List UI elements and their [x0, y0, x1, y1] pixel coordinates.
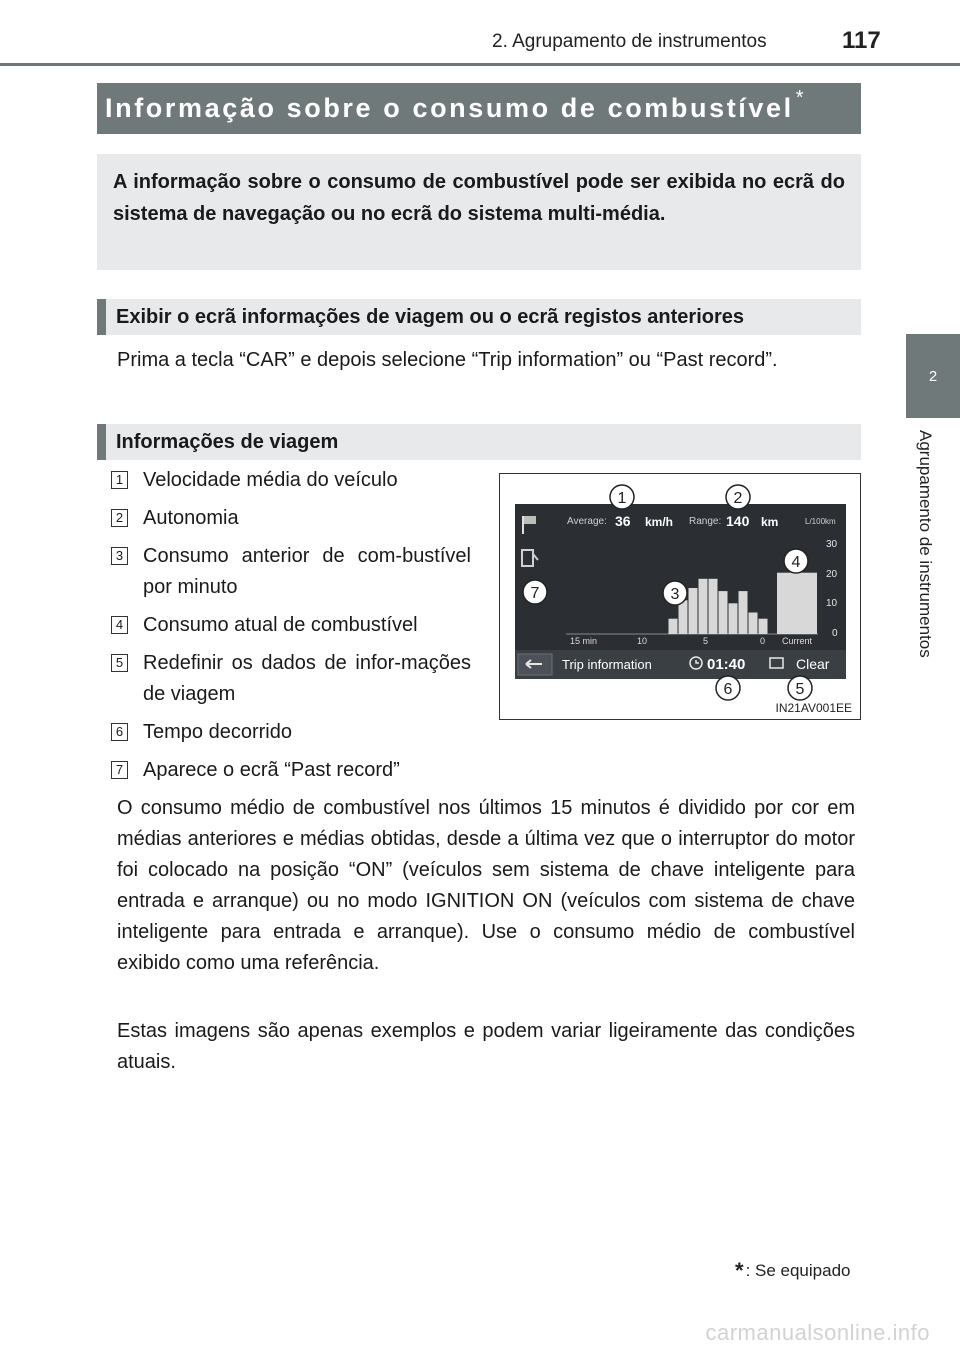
callout-1: [610, 485, 634, 509]
callout-number: 4: [111, 616, 128, 634]
average-value: 36: [615, 513, 631, 529]
title-asterisk: *: [795, 87, 807, 109]
consumption-unit: L/100km: [805, 517, 836, 526]
callout-list: [111, 465, 471, 793]
history-bar: [719, 591, 728, 634]
list-item-text: Autonomia: [143, 507, 239, 529]
x-tick-label: 10: [637, 636, 648, 646]
history-bar: [729, 603, 738, 634]
list-item: [111, 648, 471, 710]
x-tick-label: 0: [760, 636, 766, 646]
list-item: [111, 610, 471, 641]
svg-text:5: 5: [795, 681, 805, 698]
svg-text:4: 4: [791, 554, 801, 571]
list-item-text: Velocidade média do veículo: [143, 469, 398, 491]
section-heading-trip-info: Informações de viagem: [97, 424, 861, 460]
header-divider: [0, 63, 960, 66]
callout-number: 1: [111, 471, 128, 489]
history-bar: [739, 591, 748, 634]
range-label: Range:: [689, 516, 722, 527]
history-bar: [709, 579, 718, 634]
callout-number: 6: [111, 723, 128, 741]
screen-title: Trip information: [562, 657, 652, 672]
callout-number: 5: [111, 654, 128, 672]
chapter-side-label-text: Agrupamento de instrumentos: [916, 430, 935, 658]
watermark: carmanualsonline.info: [705, 1320, 930, 1345]
back-icon[interactable]: [518, 654, 552, 675]
page-title: [97, 83, 861, 134]
elapsed-time: 01:40: [707, 656, 746, 673]
average-unit: km/h: [645, 515, 674, 529]
y-tick-label: 0: [832, 628, 838, 639]
section1-body: Prima a tecla “CAR” e depois selecione “Trip information” ou “Past record”.: [117, 349, 778, 371]
y-tick-label: 20: [826, 569, 838, 580]
svg-text:3: 3: [670, 586, 680, 603]
list-item-text: Tempo decorrido: [143, 721, 292, 743]
history-bar: [689, 588, 698, 634]
history-bar: [669, 619, 678, 634]
list-item-text: Aparece o ecrã “Past record”: [143, 759, 400, 781]
list-item: [111, 503, 471, 534]
history-bar: [749, 613, 758, 635]
svg-text:7: 7: [530, 585, 540, 602]
consumption-paragraph: O consumo médio de combustível nos últimos 15 minutos é dividido por cor em médias anteriores e médias obtidas, desde a última vez que o interruptor do motor foi colocado na posição “ON” (veículos sem sistema de chave inteligente para entrada e arranque) ou no modo IGNITION ON (veículos com sistema de chave inteligente para entrada e arranque). Use o consumo médio de combustível exibido como uma referência.: [117, 797, 855, 974]
disclaimer-paragraph: Estas imagens são apenas exemplos e podem variar ligeiramente das condições atuais.: [117, 1020, 855, 1073]
history-bar: [699, 579, 708, 634]
list-item: [111, 465, 471, 496]
y-tick-label: 10: [826, 598, 838, 609]
chapter-tab-number: 2: [928, 367, 938, 385]
x-tick-label: 5: [703, 636, 709, 646]
list-item-text: Consumo atual de combustível: [143, 614, 418, 636]
svg-text:1: 1: [617, 490, 627, 507]
svg-text:6: 6: [723, 681, 733, 698]
history-bar: [759, 619, 768, 634]
list-item: [111, 755, 471, 786]
chapter-tab[interactable]: [906, 334, 960, 418]
trip-info-screen-illustration: [500, 474, 859, 718]
list-item: [111, 717, 471, 748]
section-heading-display-screen: Exibir o ecrã informações de viagem ou o ecrã registos anteriores: [97, 299, 861, 335]
svg-text:2: 2: [733, 490, 743, 507]
list-item: [111, 541, 471, 603]
range-unit: km: [761, 515, 779, 529]
list-item-text: Redefinir os dados de infor-mações de viagem: [143, 652, 471, 705]
callout-6: [716, 676, 740, 700]
history-bar: [679, 600, 688, 634]
callout-5: [788, 676, 812, 700]
intro-box: A informação sobre o consumo de combustível pode ser exibida no ecrã do sistema de navegação ou no ecrã do sistema multi-média.: [97, 154, 861, 270]
callout-4: [784, 549, 808, 573]
callout-number: 3: [111, 547, 128, 565]
callout-number: 2: [111, 509, 128, 527]
x-tick-label: Current: [782, 636, 813, 646]
clear-button[interactable]: Clear: [796, 656, 830, 672]
average-label: Average:: [567, 516, 607, 527]
list-item-text: Consumo anterior de com-bustível por minuto: [143, 545, 471, 598]
figure-code: IN21AV001EE: [775, 701, 852, 715]
page-number: 117: [842, 27, 881, 54]
range-value: 140: [726, 513, 750, 529]
page-title-text: Informação sobre o consumo de combustível: [105, 93, 794, 123]
trip-info-figure: [499, 473, 861, 720]
running-header-section: 2. Agrupamento de instrumentos: [492, 31, 767, 52]
y-tick-label: 30: [826, 539, 838, 550]
callout-7: [523, 580, 547, 604]
x-tick-label: 15 min: [570, 636, 598, 646]
footnote: [735, 1256, 850, 1282]
current-consumption-bar: [777, 573, 817, 634]
callout-3: [663, 581, 687, 605]
callout-2: [726, 485, 750, 509]
footnote-text: : Se equipado: [745, 1261, 851, 1280]
footnote-asterisk: *: [735, 1258, 744, 1283]
callout-number: 7: [111, 761, 128, 779]
